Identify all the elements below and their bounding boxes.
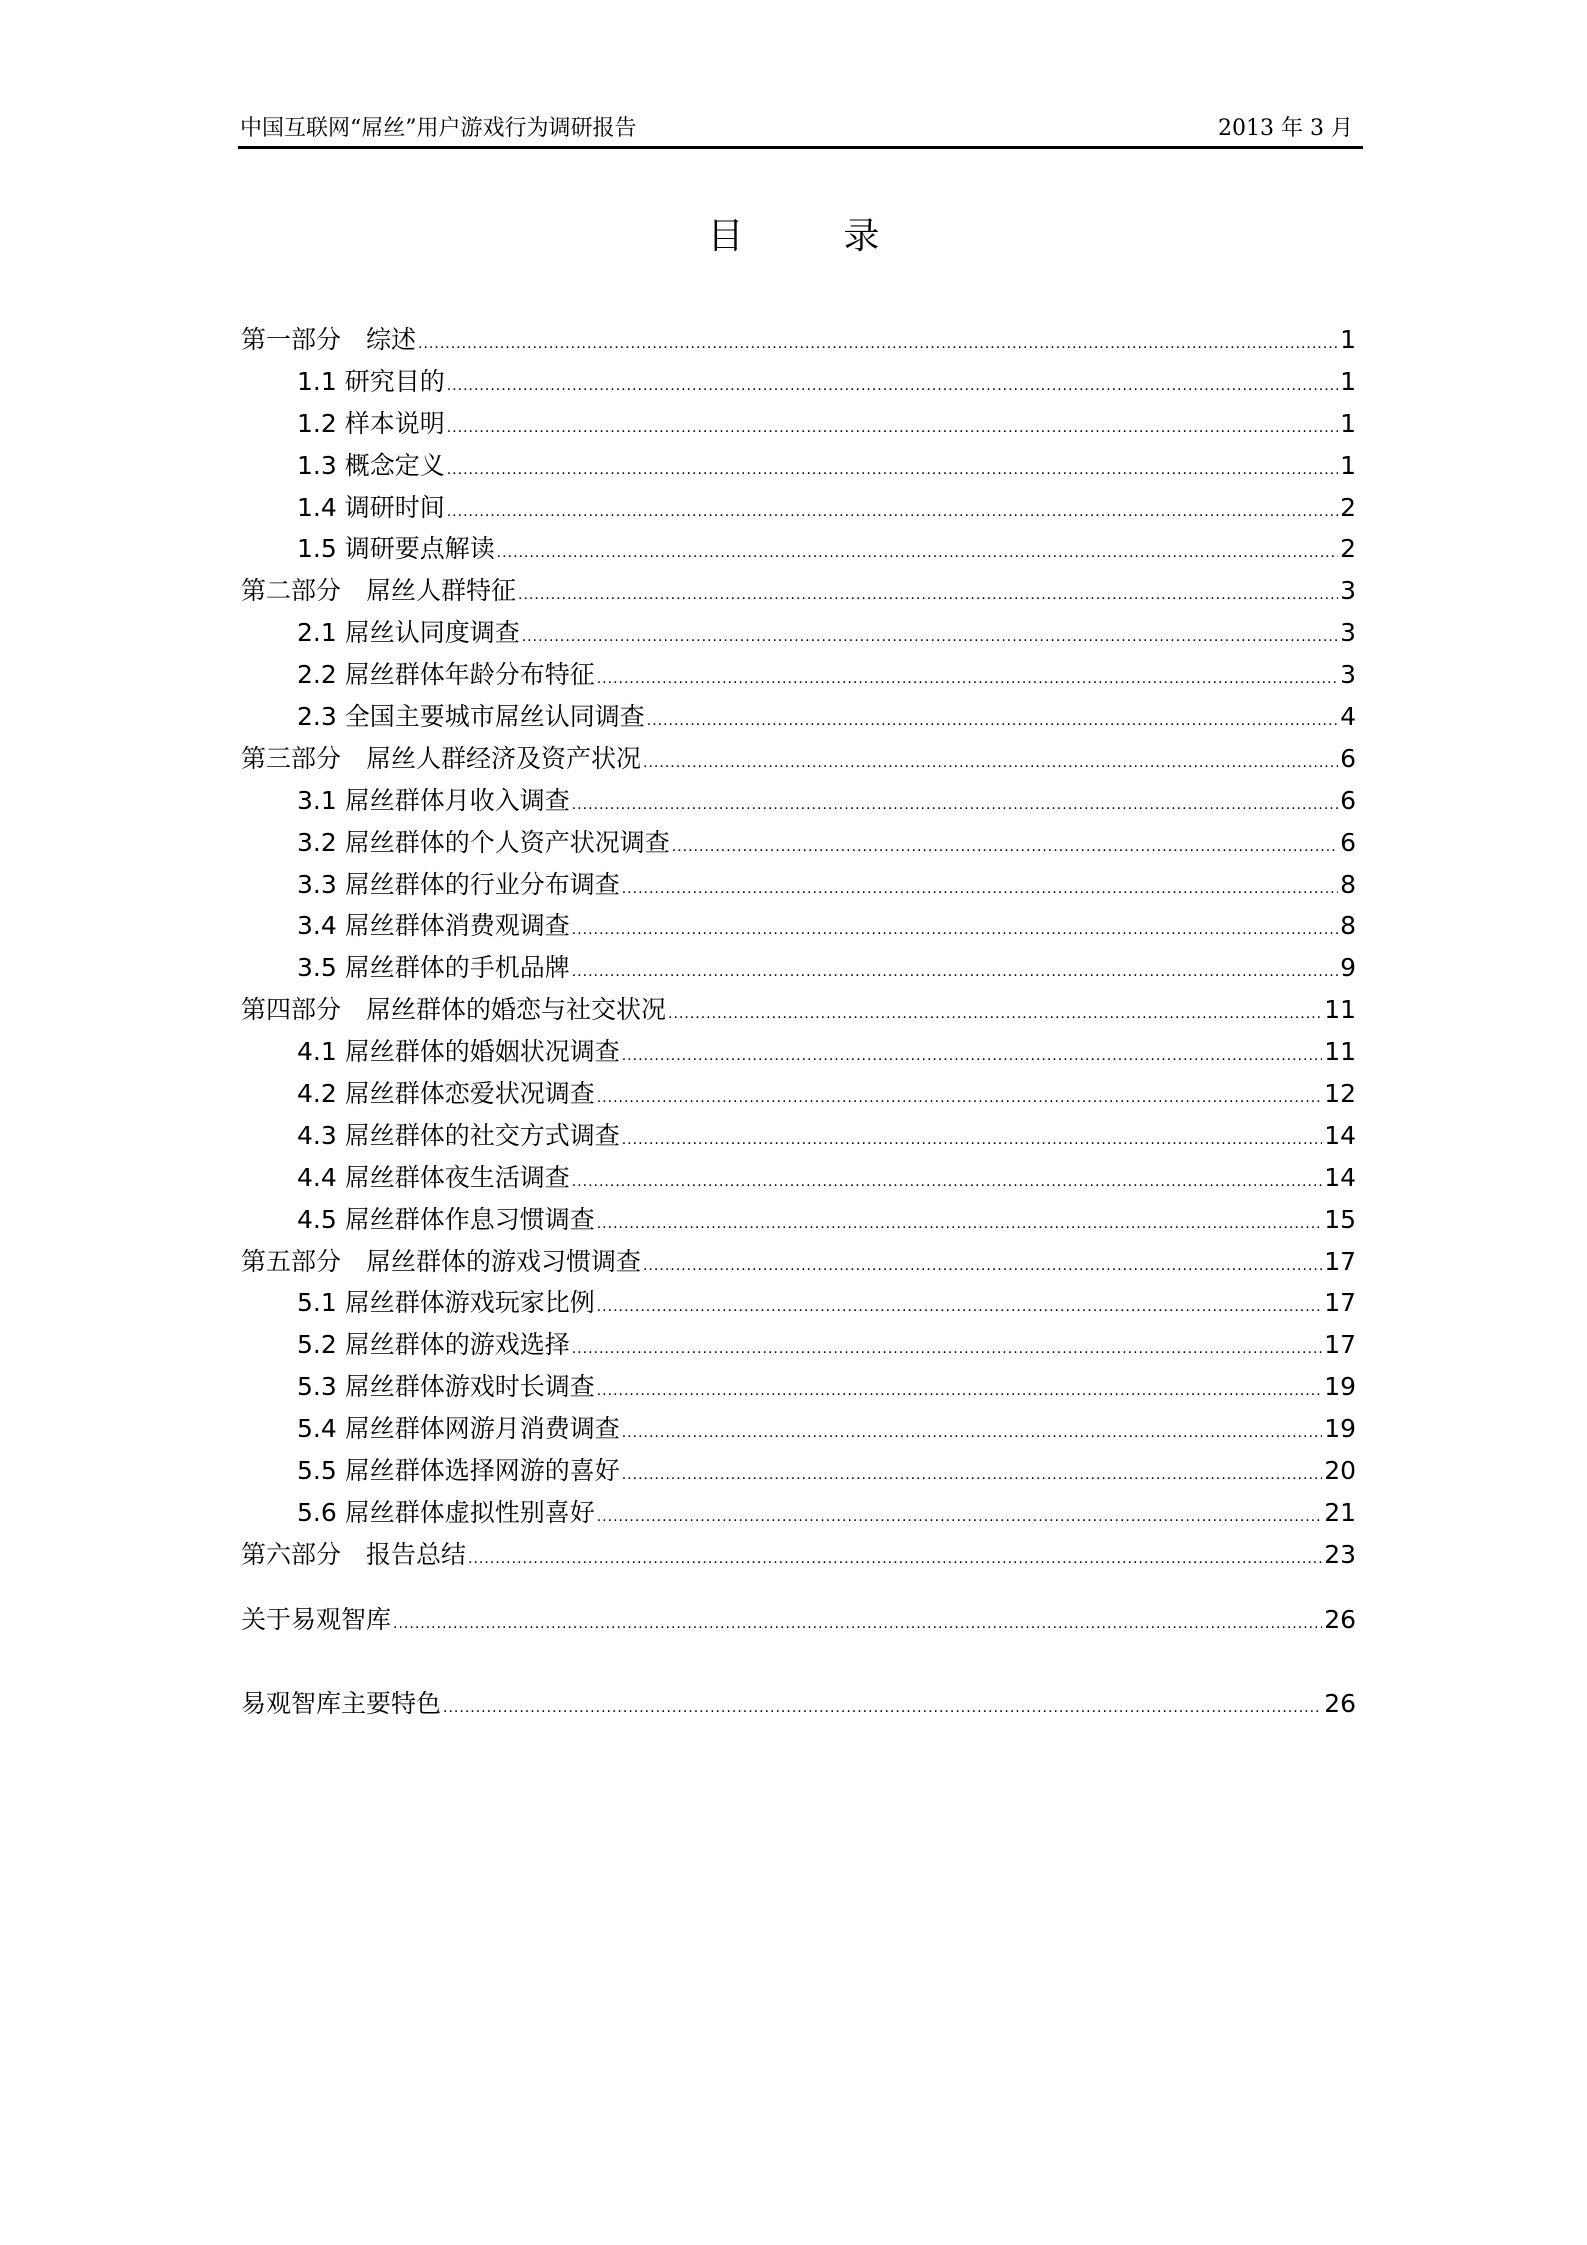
toc-entry[interactable] bbox=[241, 362, 1356, 404]
leader-dots bbox=[393, 1616, 1322, 1632]
toc-page-number: 3 bbox=[1340, 660, 1356, 690]
leader-dots bbox=[443, 1700, 1322, 1716]
toc-entry-number: 5.3 bbox=[297, 1372, 337, 1402]
leader-dots bbox=[497, 545, 1338, 561]
toc-entry-number: 5.6 bbox=[297, 1497, 337, 1527]
toc-entry-number: 2.3 bbox=[297, 702, 337, 732]
leader-dots bbox=[622, 1048, 1322, 1064]
leader-dots bbox=[418, 336, 1338, 352]
leader-dots bbox=[447, 378, 1338, 394]
toc-entry-number: 4.5 bbox=[297, 1204, 337, 1234]
toc-entry[interactable] bbox=[241, 1409, 1356, 1451]
toc-entry-text: 第三部分 屌丝人群经济及资产状况 bbox=[241, 743, 642, 773]
toc-page-number: 17 bbox=[1324, 1246, 1356, 1276]
leader-dots bbox=[597, 1090, 1322, 1106]
toc-entry[interactable] bbox=[241, 906, 1356, 948]
toc-page-number: 26 bbox=[1324, 1605, 1356, 1634]
toc-page-number: 1 bbox=[1340, 325, 1356, 354]
toc-entry-text: 屌丝群体恋爱状况调查 bbox=[344, 1079, 595, 1109]
toc-page-number: 19 bbox=[1324, 1372, 1356, 1402]
toc-entry[interactable] bbox=[241, 320, 1356, 362]
toc-entry-text: 屌丝认同度调查 bbox=[344, 618, 520, 648]
toc-entry-number: 3.1 bbox=[297, 785, 337, 815]
toc-entry-text: 研究目的 bbox=[344, 366, 445, 396]
toc-entry-text: 屌丝群体网游月消费调查 bbox=[344, 1414, 620, 1444]
header-title: 中国互联网“屌丝”用户游戏行为调研报告 bbox=[240, 116, 637, 141]
leader-dots bbox=[672, 839, 1338, 855]
toc-entry-number: 1.1 bbox=[297, 366, 337, 396]
leader-dots bbox=[522, 629, 1338, 645]
leader-dots bbox=[447, 504, 1338, 520]
toc-page-number: 4 bbox=[1340, 702, 1356, 732]
toc-entry-text: 第二部分 屌丝人群特征 bbox=[241, 576, 517, 606]
toc-entry-text: 第四部分 屌丝群体的婚恋与社交状况 bbox=[241, 995, 667, 1025]
toc-entry[interactable] bbox=[241, 948, 1356, 990]
toc-entry[interactable] bbox=[241, 488, 1356, 530]
toc-entry-text: 样本说明 bbox=[344, 408, 445, 438]
leader-dots bbox=[622, 1132, 1322, 1148]
toc-page-number: 26 bbox=[1324, 1689, 1356, 1718]
toc-entry[interactable] bbox=[241, 1283, 1356, 1325]
toc-page-number: 11 bbox=[1324, 995, 1356, 1025]
toc-page-number: 17 bbox=[1324, 1288, 1356, 1318]
toc-entry-number: 4.2 bbox=[297, 1079, 337, 1109]
leader-dots bbox=[643, 755, 1338, 771]
leader-dots bbox=[518, 587, 1338, 603]
toc-entry[interactable] bbox=[241, 529, 1356, 571]
toc-entry-number: 3.5 bbox=[297, 953, 337, 983]
toc-entry[interactable] bbox=[241, 781, 1356, 823]
toc-page-number: 12 bbox=[1324, 1079, 1356, 1109]
toc-entry-text: 屌丝群体的社交方式调查 bbox=[344, 1120, 620, 1150]
toc-entry[interactable] bbox=[241, 1493, 1356, 1535]
toc-page-number: 2 bbox=[1340, 534, 1356, 564]
toc-page-number: 6 bbox=[1340, 827, 1356, 857]
toc-entry-number: 3.4 bbox=[297, 911, 337, 941]
leader-dots bbox=[622, 1467, 1322, 1483]
toc-entry-number: 2.2 bbox=[297, 660, 337, 690]
toc-entry-text: 屌丝群体作息习惯调查 bbox=[344, 1204, 595, 1234]
leader-dots bbox=[572, 1341, 1322, 1357]
toc-page-number: 15 bbox=[1324, 1204, 1356, 1234]
toc-page-number: 6 bbox=[1340, 785, 1356, 815]
toc-entry-text: 屌丝群体游戏时长调查 bbox=[344, 1372, 595, 1402]
leader-dots bbox=[668, 1006, 1322, 1022]
toc-entry-text: 屌丝群体游戏玩家比例 bbox=[344, 1288, 595, 1318]
toc-page-number: 2 bbox=[1340, 492, 1356, 522]
leader-dots bbox=[647, 713, 1338, 729]
toc-entry-number: 4.3 bbox=[297, 1120, 337, 1150]
toc-entry[interactable] bbox=[241, 613, 1356, 655]
toc-title bbox=[0, 208, 1587, 259]
toc-entry[interactable] bbox=[241, 571, 1356, 613]
toc-entry-text: 全国主要城市屌丝认同调查 bbox=[344, 702, 645, 732]
toc-entry-text: 屌丝群体夜生活调查 bbox=[344, 1162, 570, 1192]
leader-dots bbox=[597, 1383, 1322, 1399]
toc-entry[interactable] bbox=[241, 1367, 1356, 1409]
toc-title-char: 录 bbox=[843, 216, 880, 257]
toc-entry-number: 4.1 bbox=[297, 1037, 337, 1067]
toc-page-number: 8 bbox=[1340, 869, 1356, 899]
toc-page-number: 9 bbox=[1340, 953, 1356, 983]
toc-page-number: 19 bbox=[1324, 1414, 1356, 1444]
toc-entry-text: 屌丝群体选择网游的喜好 bbox=[344, 1456, 620, 1486]
toc-entry-text: 屌丝群体虚拟性别喜好 bbox=[344, 1497, 595, 1527]
toc-page-number: 17 bbox=[1324, 1330, 1356, 1360]
toc-page-number: 21 bbox=[1324, 1497, 1356, 1527]
toc-page-number: 11 bbox=[1324, 1037, 1356, 1067]
toc-entry[interactable] bbox=[241, 1325, 1356, 1367]
toc-entry-text: 屌丝群体的手机品牌 bbox=[344, 953, 570, 983]
leader-dots bbox=[643, 1258, 1322, 1274]
leader-dots bbox=[468, 1551, 1322, 1567]
table-of-contents bbox=[241, 320, 1356, 1577]
toc-entry[interactable] bbox=[241, 865, 1356, 907]
leader-dots bbox=[572, 964, 1338, 980]
toc-entry-number: 1.4 bbox=[297, 492, 337, 522]
toc-entry-text: 屌丝群体的游戏选择 bbox=[344, 1330, 570, 1360]
toc-entry-number: 5.1 bbox=[297, 1288, 337, 1318]
toc-entry-text: 屌丝群体的婚姻状况调查 bbox=[344, 1037, 620, 1067]
leader-dots bbox=[597, 1509, 1322, 1525]
toc-page-number: 14 bbox=[1324, 1120, 1356, 1150]
toc-entry[interactable] bbox=[241, 1242, 1356, 1284]
toc-entry-text: 概念定义 bbox=[344, 450, 445, 480]
header-date: 2013 年 3 月 bbox=[1218, 116, 1353, 141]
toc-entry[interactable] bbox=[241, 1074, 1356, 1116]
toc-entry-number: 1.3 bbox=[297, 450, 337, 480]
toc-page-number: 1 bbox=[1340, 408, 1356, 438]
toc-entry-number: 2.1 bbox=[297, 618, 337, 648]
toc-entry[interactable] bbox=[241, 739, 1356, 781]
toc-entry[interactable] bbox=[241, 1116, 1356, 1158]
toc-entry[interactable] bbox=[241, 697, 1356, 739]
leader-dots bbox=[597, 671, 1338, 687]
toc-page-number: 3 bbox=[1340, 618, 1356, 648]
toc-entry-text: 屌丝群体的行业分布调查 bbox=[344, 869, 620, 899]
toc-entry[interactable] bbox=[241, 655, 1356, 697]
leader-dots bbox=[572, 1174, 1322, 1190]
toc-page-number: 23 bbox=[1324, 1539, 1356, 1569]
toc-entry-features[interactable] bbox=[241, 1684, 1356, 1726]
leader-dots bbox=[572, 922, 1338, 938]
leader-dots bbox=[622, 1425, 1322, 1441]
leader-dots bbox=[572, 797, 1338, 813]
toc-entry-about[interactable] bbox=[241, 1600, 1356, 1642]
toc-entry-number: 1.5 bbox=[297, 534, 337, 564]
toc-entry-number: 3.3 bbox=[297, 869, 337, 899]
toc-entry-number: 1.2 bbox=[297, 408, 337, 438]
toc-entry-text: 调研时间 bbox=[344, 492, 445, 522]
toc-entry[interactable] bbox=[241, 990, 1356, 1032]
toc-entry[interactable] bbox=[241, 1032, 1356, 1074]
page-header bbox=[238, 112, 1363, 149]
leader-dots bbox=[447, 462, 1338, 478]
toc-entry[interactable] bbox=[241, 1451, 1356, 1493]
toc-entry-text: 调研要点解读 bbox=[344, 534, 495, 564]
toc-entry[interactable] bbox=[241, 1158, 1356, 1200]
toc-entry-text: 第六部分 报告总结 bbox=[241, 1539, 467, 1569]
toc-entry-text: 屌丝群体消费观调查 bbox=[344, 911, 570, 941]
toc-entry-number: 5.4 bbox=[297, 1414, 337, 1444]
toc-page-number: 20 bbox=[1324, 1456, 1356, 1486]
toc-entry[interactable] bbox=[241, 1535, 1356, 1577]
leader-dots bbox=[597, 1216, 1322, 1232]
toc-entry[interactable] bbox=[241, 823, 1356, 865]
toc-entry-number: 4.4 bbox=[297, 1162, 337, 1192]
toc-entry-text: 屌丝群体年龄分布特征 bbox=[344, 660, 595, 690]
toc-entry-number: 3.2 bbox=[297, 827, 337, 857]
toc-page-number: 1 bbox=[1340, 450, 1356, 480]
leader-dots bbox=[447, 420, 1338, 436]
toc-page-number: 6 bbox=[1340, 743, 1356, 773]
toc-entry-text: 屌丝群体的个人资产状况调查 bbox=[344, 827, 670, 857]
toc-entry[interactable] bbox=[241, 1200, 1356, 1242]
toc-entry-text: 屌丝群体月收入调查 bbox=[344, 785, 570, 815]
toc-entry-number: 5.2 bbox=[297, 1330, 337, 1360]
leader-dots bbox=[597, 1299, 1322, 1315]
toc-entry-text: 关于易观智库 bbox=[241, 1605, 392, 1634]
toc-entry-text: 第五部分 屌丝群体的游戏习惯调查 bbox=[241, 1246, 642, 1276]
toc-entry[interactable] bbox=[241, 446, 1356, 488]
toc-page-number: 1 bbox=[1340, 366, 1356, 396]
toc-entry-number: 5.5 bbox=[297, 1456, 337, 1486]
toc-entry[interactable] bbox=[241, 404, 1356, 446]
toc-entry-text: 易观智库主要特色 bbox=[241, 1689, 442, 1718]
leader-dots bbox=[622, 881, 1338, 897]
toc-entry-text: 第一部分 综述 bbox=[241, 325, 417, 354]
toc-title-char: 目 bbox=[707, 216, 744, 257]
toc-page-number: 14 bbox=[1324, 1162, 1356, 1192]
toc-page-number: 8 bbox=[1340, 911, 1356, 941]
toc-page-number: 3 bbox=[1340, 576, 1356, 606]
